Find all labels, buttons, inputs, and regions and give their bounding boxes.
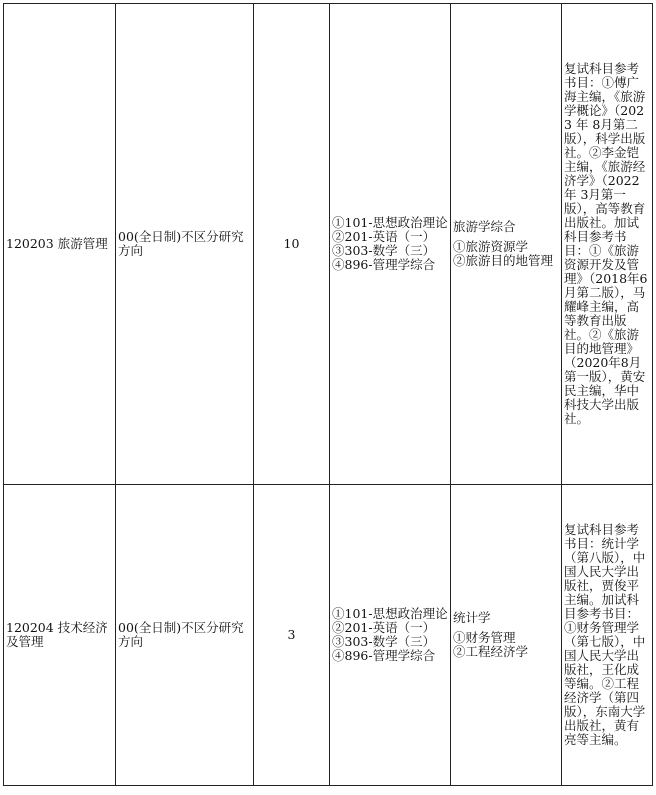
retest-title: 旅游学综合 [453,219,516,234]
references-cell: 复试科目参考书目：①傅广海主编，《旅游学概论》（2023 年 8月第二版），科学出版社。②李金铠主编，《旅游经济学》（2022 年 3月第一版），高等教育出版社。加试科目参考书目：①《旅游资源开发及管理》（2018年6月第二版），马耀峰主编，高等教育出版社。②《旅游目的地管理》（2020年8月第一版），黄安民主编，华中科技大学出版社。 [562,4,653,485]
retest-cell [451,485,562,786]
retest-title: 统计学 [453,610,491,625]
exam-subject: ②201-英语（一） [332,620,436,635]
references-cell: 复试科目参考书目：统计学（第八版），中国人民大学出版社，贾俊平主编。加试科目参考书目：①财务管理学（第七版），中国人民大学出版社，王化成等编。②工程经济学（第四版），东南大学出版社，黄有亮等主编。 [562,485,653,786]
retest-subject: ①财务管理 [453,630,516,645]
exam-subjects-cell [330,4,451,485]
direction-cell: 00(全日制)不区分研究方向 [116,4,254,485]
exam-subject: ④896-管理学综合 [332,648,436,663]
table-row [4,4,653,485]
retest-cell [451,4,562,485]
exam-subjects-cell [330,485,451,786]
admission-table [3,3,653,786]
exam-subject: ③303-数学（三） [332,634,436,649]
exam-subject: ③303-数学（三） [332,243,436,258]
major-cell: 120203 旅游管理 [4,4,116,485]
quota-cell: 3 [254,485,330,786]
exam-subject: ④896-管理学综合 [332,257,436,272]
table-row [4,485,653,786]
exam-subject: ①101-思想政治理论 [332,606,448,621]
exam-subject: ①101-思想政治理论 [332,215,448,230]
major-cell: 120204 技术经济及管理 [4,485,116,786]
direction-cell: 00(全日制)不区分研究方向 [116,485,254,786]
retest-subject: ②工程经济学 [453,644,529,659]
retest-subject: ②旅游目的地管理 [453,253,554,268]
exam-subject: ②201-英语（一） [332,229,436,244]
quota-cell: 10 [254,4,330,485]
retest-subject: ①旅游资源学 [453,239,529,254]
